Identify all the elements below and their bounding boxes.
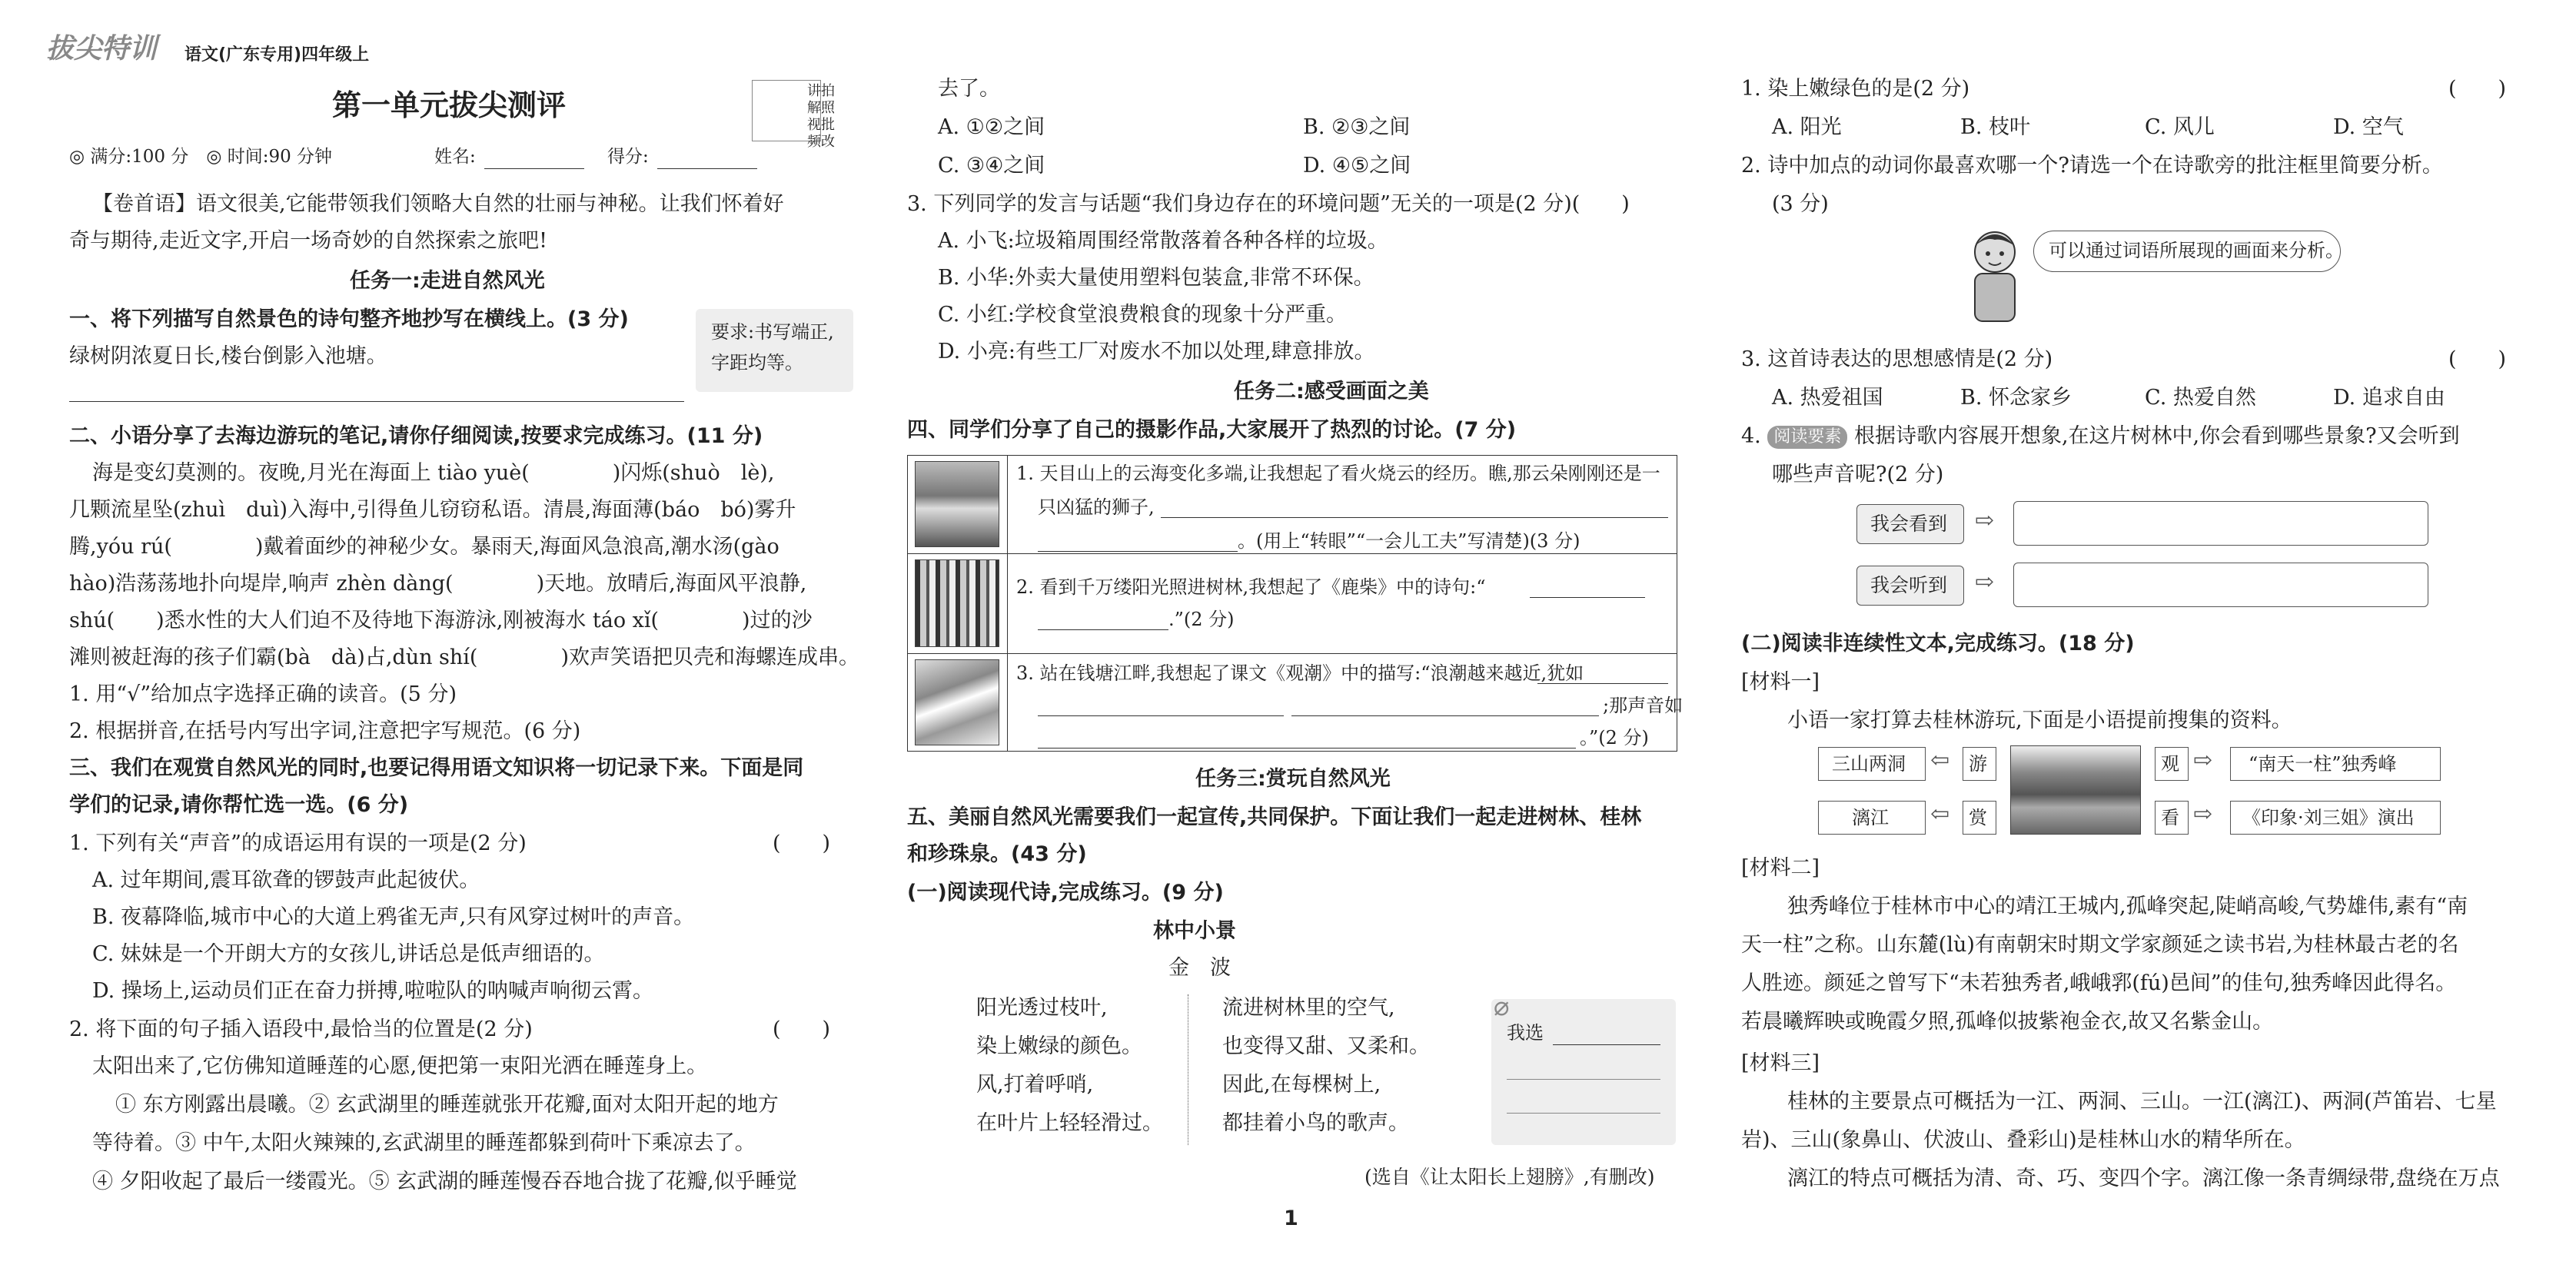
sub-section-title: (二)阅读非连续性文本,完成练习。(18 分) bbox=[1741, 632, 2135, 656]
annotation-label: 我选 bbox=[1507, 1022, 1544, 1044]
poem-author: 金 波 bbox=[1168, 956, 1231, 980]
sub-question: 哪些声音呢?(2 分) bbox=[1772, 463, 1944, 486]
arrow-left-icon: ⇦ bbox=[1930, 801, 1950, 828]
answer-blank[interactable] bbox=[1530, 576, 1645, 598]
option: A. 过年期间,震耳欲聋的锣鼓声此起彼伏。 bbox=[92, 868, 480, 892]
option: B. 枝叶 bbox=[1960, 115, 2031, 139]
arrow-right-icon: ⇨ bbox=[2193, 801, 2213, 828]
guilin-photo bbox=[2010, 745, 2141, 835]
table-row-text: 2. 看到千万缕阳光照进树林,我想起了《鹿柴》中的诗句:“ bbox=[1016, 576, 1486, 598]
option: D. 追求自由 bbox=[2333, 386, 2445, 410]
option: B. 夜幕降临,城市中心的大道上鸦雀无声,只有风穿过树叶的声音。 bbox=[92, 905, 695, 929]
option: D. ④⑤之间 bbox=[1303, 154, 1411, 178]
diagram-text: 《印象·刘三姐》演出 bbox=[2242, 807, 2415, 828]
option: B. ②③之间 bbox=[1303, 115, 1411, 139]
insert-sentence: 太阳出来了,它仿佛知道睡莲的心愿,便把第一束阳光洒在睡莲身上。 bbox=[92, 1054, 708, 1078]
option: D. 小亮:有些工厂对废水不加以处理,肆意排放。 bbox=[938, 340, 1375, 363]
page-left-column bbox=[46, 0, 860, 1268]
student-illustration bbox=[1956, 223, 2033, 330]
passage-line: 去了。 bbox=[938, 77, 1000, 101]
passage-line: hào)浩荡荡地扑向堤岸,响声 zhèn dàng( )天地。放晴后,海面风平浪静, bbox=[69, 572, 807, 596]
question-title: 和珍珠泉。(43 分) bbox=[907, 842, 1087, 866]
answer-paren[interactable]: ( ) bbox=[2448, 347, 2507, 371]
annotation-line[interactable] bbox=[1507, 1113, 1660, 1114]
forest-photo bbox=[915, 559, 999, 647]
diagram-text: “南天一柱”独秀峰 bbox=[2249, 753, 2397, 775]
page-number: 1 bbox=[1284, 1207, 1298, 1230]
sub-question: 2. 根据拼音,在括号内写出字词,注意把字写规范。(6 分) bbox=[69, 719, 581, 743]
table-row-text: 3. 站在钱塘江畔,我想起了课文《观潮》中的描写:“浪潮越来越近,犹如 bbox=[1016, 662, 1584, 684]
page-right-column bbox=[1741, 0, 2533, 1268]
question-title: 二、小语分享了去海边游玩的笔记,请你仔细阅读,按要求完成练习。(11 分) bbox=[69, 424, 763, 448]
poem-source: (选自《让太阳长上翅膀》,有删改) bbox=[1364, 1166, 1655, 1188]
table-row-text: 只凶猛的狮子, bbox=[1038, 496, 1155, 518]
sub-question: 1. 染上嫩绿色的是(2 分) bbox=[1741, 77, 1970, 101]
cloud-sea-photo bbox=[915, 461, 999, 547]
sub-question: 3. 这首诗表达的思想感情是(2 分) bbox=[1741, 347, 2053, 371]
arrow-right-icon: ⇨ bbox=[2193, 747, 2213, 774]
arrow-right-icon: ⇨ bbox=[1975, 507, 1995, 534]
question-title: 四、同学们分享了自己的摄影作品,大家展开了热烈的讨论。(7 分) bbox=[907, 418, 1517, 442]
hear-answer-box[interactable] bbox=[2013, 563, 2428, 607]
answer-blank[interactable] bbox=[1291, 695, 1599, 716]
material-text: 岩)、三山(象鼻山、伏波山、叠彩山)是桂林山水的精华所在。 bbox=[1741, 1128, 2305, 1152]
sub-question: 2. 将下面的句子插入语段中,最恰当的位置是(2 分) bbox=[69, 1017, 533, 1041]
sub-question: 1. 用“√”给加点字选择正确的读音。(5 分) bbox=[69, 682, 457, 706]
poem-line: 因此,在每棵树上, bbox=[1222, 1073, 1381, 1097]
score-time-line: ◎ 满分:100 分 ◎ 时间:90 分钟 bbox=[69, 147, 333, 167]
option: C. 妹妹是一个开朗大方的女孩儿,讲话总是低声细语的。 bbox=[92, 942, 605, 966]
passage-line: 滩则被赶海的孩子们霸(bà dà)占,dùn shí( )欢声笑语把贝壳和海螺连成串。 bbox=[69, 646, 860, 669]
material-label: [材料一] bbox=[1741, 670, 1820, 694]
sub-section-title: (一)阅读现代诗,完成练习。(9 分) bbox=[907, 881, 1224, 905]
table-row-text: 1. 天目山上的云海变化多端,让我想起了看火烧云的经历。瞧,那云朵刚刚还是一 bbox=[1016, 463, 1660, 484]
option: A. ①②之间 bbox=[938, 115, 1045, 139]
option: B. 小华:外卖大量使用塑料包装盒,非常不环保。 bbox=[938, 266, 1374, 290]
sub-question: 2. 诗中加点的动词你最喜欢哪一个?请选一个在诗歌旁的批注框里简要分析。 bbox=[1741, 154, 2443, 178]
subject-label: 语文(广东专用)四年级上 bbox=[184, 45, 370, 65]
passage-line: 几颗流星坠(zhuì duì)入海中,引得鱼儿窃窃私语。清晨,海面薄(báo bó)雾升 bbox=[69, 498, 796, 522]
brand-logo: 拔尖特训 bbox=[46, 33, 158, 65]
diagram-text: 三山两洞 bbox=[1832, 753, 1906, 775]
score-blank[interactable] bbox=[657, 148, 757, 169]
score-label: 得分: bbox=[607, 147, 649, 167]
option: D. 操场上,运动员们正在奋力拼搏,啦啦队的呐喊声响彻云霄。 bbox=[92, 979, 654, 1003]
see-label: 我会看到 bbox=[1870, 513, 1948, 535]
option: A. 阳光 bbox=[1772, 115, 1842, 139]
see-answer-box[interactable] bbox=[2013, 501, 2428, 546]
material-label: [材料三] bbox=[1741, 1051, 1820, 1075]
poem-title: 林中小景 bbox=[1153, 919, 1236, 943]
option: C. 小红:学校食堂浪费粮食的现象十分严重。 bbox=[938, 303, 1347, 327]
table-row-text: 。”(2 分) bbox=[1580, 727, 1649, 749]
poem-line: 流进树林里的空气, bbox=[1222, 996, 1395, 1020]
passage-line: ④ 夕阳收起了最后一缕霞光。⑤ 玄武湖的睡莲慢吞吞地合拢了花瓣,似乎睡觉 bbox=[92, 1170, 797, 1193]
material-text: 桂林的主要景点可概括为一江、两洞、三山。一江(漓江)、两洞(芦笛岩、七星 bbox=[1787, 1090, 2497, 1114]
tide-photo bbox=[915, 659, 999, 745]
annotation-line[interactable] bbox=[1507, 1079, 1660, 1080]
copy-answer-line[interactable] bbox=[69, 401, 684, 402]
answer-blank[interactable] bbox=[1038, 727, 1576, 749]
answer-paren[interactable]: ( ) bbox=[773, 832, 831, 855]
answer-paren[interactable]: ( ) bbox=[773, 1017, 831, 1041]
material-text: 人胜迹。颜延之曾写下“未若独秀者,峨峨郛(fú)邑间”的佳句,独秀峰因此得名。 bbox=[1741, 971, 2457, 995]
passage-line: 海是变幻莫测的。夜晚,月光在海面上 tiào yuè( )闪烁(shuò lè), bbox=[92, 461, 775, 485]
passage-line: ① 东方刚露出晨曦。② 玄武湖里的睡莲就张开花瓣,面对太阳开起的地方 bbox=[115, 1093, 779, 1117]
poem-line: 也变得又甜、又柔和。 bbox=[1222, 1034, 1430, 1058]
material-text: 天一柱”之称。山东麓(lù)有南朝宋时期文学家颜延之读书岩,为桂林最古老的名 bbox=[1741, 933, 2459, 957]
table-divider bbox=[907, 653, 1677, 654]
reading-element-tag: 阅读要素 bbox=[1767, 426, 1847, 449]
writing-requirement-note: 要求:书写端正, 字距均等。 bbox=[696, 309, 853, 392]
answer-paren[interactable]: ( ) bbox=[2448, 77, 2507, 101]
table-row-text: ;那声音如 bbox=[1603, 695, 1684, 716]
poem-line: 阳光透过枝叶, bbox=[976, 996, 1108, 1020]
task-heading: 任务二:感受画面之美 bbox=[1234, 380, 1429, 403]
option: A. 小飞:垃圾箱周围经常散落着各种各样的垃圾。 bbox=[938, 229, 1388, 253]
material-text: 若晨曦辉映或晚霞夕照,孤峰似披紫袍金衣,故又名紫金山。 bbox=[1741, 1010, 2274, 1034]
table-row-text: .”(2 分) bbox=[1168, 609, 1235, 630]
poem-line: 在叶片上轻轻滑过。 bbox=[976, 1111, 1163, 1135]
task-heading: 任务一:走进自然风光 bbox=[350, 269, 545, 293]
answer-blank[interactable] bbox=[1038, 530, 1238, 552]
sub-question: 3. 下列同学的发言与话题“我们身边存在的环境问题”无关的一项是(2 分)( ) bbox=[907, 192, 1630, 216]
option: C. ③④之间 bbox=[938, 154, 1045, 178]
annotation-blank[interactable] bbox=[1553, 1024, 1660, 1045]
material-text: 漓江的特点可概括为清、奇、巧、变四个字。漓江像一条青绸绿带,盘绕在万点 bbox=[1787, 1167, 2500, 1190]
sub-question: 1. 下列有关“声音”的成语运用有误的一项是(2 分) bbox=[69, 832, 527, 855]
option: C. 热爱自然 bbox=[2145, 386, 2256, 410]
stamp-text: 讲拍 解照 视批 频改 bbox=[807, 83, 835, 150]
answer-blank[interactable] bbox=[1038, 695, 1284, 716]
page-title: 第一单元拔尖测评 bbox=[332, 88, 567, 122]
question-title: 五、美丽自然风光需要我们一起宣传,共同保护。下面让我们一起走进树林、桂林 bbox=[907, 805, 1642, 829]
table-row-text: 。(用上“转眼”“一会儿工夫”写清楚)(3 分) bbox=[1238, 530, 1581, 552]
poem-line: 风,打着呼哨, bbox=[976, 1073, 1094, 1097]
poem-line: 染上嫩绿的颜色。 bbox=[976, 1034, 1142, 1058]
diagram-text: 游 bbox=[1969, 753, 1987, 775]
paperclip-icon: ⌀ bbox=[1494, 991, 1510, 1022]
name-blank[interactable] bbox=[484, 148, 584, 169]
hear-label: 我会听到 bbox=[1870, 574, 1948, 596]
passage-line: shú( )悉水性的大人们迫不及待地下海游泳,刚被海水 táo xǐ( )过的沙 bbox=[69, 609, 813, 632]
option: D. 空气 bbox=[2333, 115, 2404, 139]
answer-blank[interactable] bbox=[1038, 609, 1168, 630]
copy-source-text: 绿树阴浓夏日长,楼台倒影入池塘。 bbox=[69, 344, 387, 368]
question-title: 三、我们在观赏自然风光的同时,也要记得用语文知识将一切记录下来。下面是同 bbox=[69, 756, 804, 780]
material-text: 小语一家打算去桂林游玩,下面是小语提前搜集的资料。 bbox=[1787, 709, 2292, 732]
option: A. 热爱祖国 bbox=[1772, 386, 1883, 410]
score-note: (3 分) bbox=[1772, 192, 1829, 216]
preface-line: 【卷首语】语文很美,它能带领我们领略大自然的壮丽与神秘。让我们怀着好 bbox=[92, 192, 784, 216]
arrow-right-icon: ⇨ bbox=[1975, 569, 1995, 596]
diagram-text: 赏 bbox=[1969, 807, 1987, 828]
material-label: [材料二] bbox=[1741, 856, 1820, 880]
option: B. 怀念家乡 bbox=[1960, 386, 2072, 410]
preface-line: 奇与期待,走近文字,开启一场奇妙的自然探索之旅吧! bbox=[69, 229, 548, 253]
question-title: 一、将下列描写自然景色的诗句整齐地抄写在横线上。(3 分) bbox=[69, 307, 629, 331]
name-label: 姓名: bbox=[434, 147, 476, 167]
arrow-left-icon: ⇦ bbox=[1930, 747, 1950, 774]
diagram-text: 漓江 bbox=[1852, 807, 1889, 828]
table-divider bbox=[1007, 455, 1008, 752]
answer-blank[interactable] bbox=[1537, 662, 1668, 684]
option: C. 风儿 bbox=[2145, 115, 2215, 139]
page-middle-column bbox=[907, 0, 1684, 1268]
poem-line: 都挂着小鸟的歌声。 bbox=[1222, 1111, 1409, 1135]
answer-blank[interactable] bbox=[1161, 496, 1668, 518]
material-text: 独秀峰位于桂林市中心的靖江王城内,孤峰突起,陡峭高峻,气势雄伟,素有“南 bbox=[1787, 895, 2468, 918]
passage-line: 腾,yóu rú( )戴着面纱的神秘少女。暴雨天,海面风急浪高,潮水汤(gào bbox=[69, 535, 779, 559]
sub-question: 4. 阅读要素 根据诗歌内容展开想象,在这片树林中,你会看到哪些景象?又会听到 bbox=[1741, 424, 2460, 448]
speech-bubble-text: 可以通过词语所展现的画面来分析。 bbox=[2049, 240, 2344, 261]
task-heading: 任务三:赏玩自然风光 bbox=[1195, 767, 1391, 791]
diagram-text: 看 bbox=[2161, 807, 2179, 828]
question-title: 学们的记录,请你帮忙选一选。(6 分) bbox=[69, 793, 409, 817]
diagram-text: 观 bbox=[2161, 753, 2179, 775]
passage-line: 等待着。③ 中午,太阳火辣辣的,玄武湖里的睡莲都躲到荷叶下乘凉去了。 bbox=[92, 1131, 756, 1155]
